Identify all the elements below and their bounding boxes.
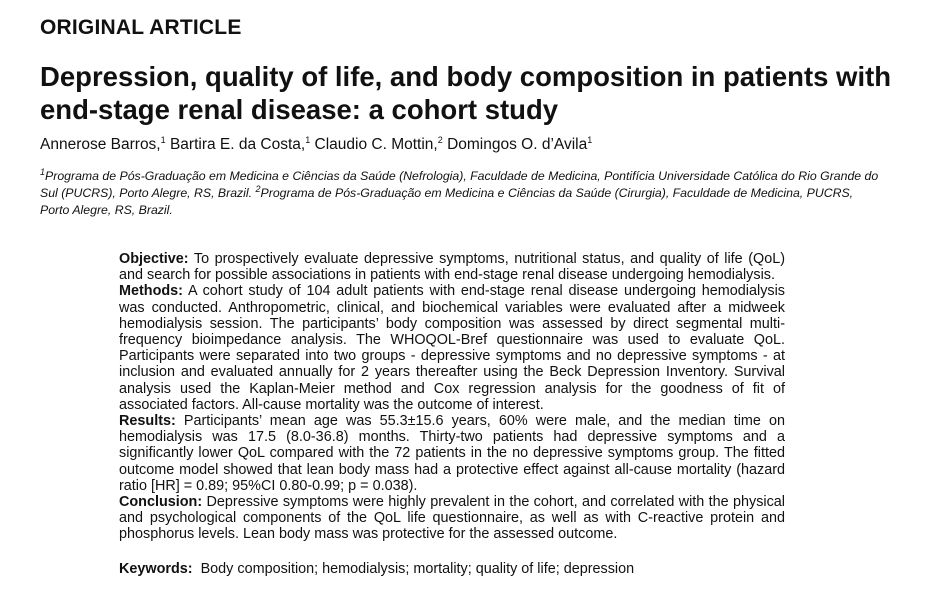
abstract	[119, 251, 785, 543]
author-name: Annerose Barros,	[40, 136, 161, 153]
article-title: Depression, quality of life, and body composition in patients with end-stage renal disease: a cohort study	[40, 61, 892, 125]
objective-text: To prospectively evaluate depressive symptoms, nutritional status, and quality of life (QoL) and search for possible associations in patients with end-stage renal disease undergoing hemodialysis.	[119, 251, 785, 284]
author-affiliation-marker: 2	[437, 134, 443, 145]
affiliation-marker: 2	[255, 183, 261, 194]
author-name: Bartira E. da Costa,	[169, 136, 306, 153]
section-label: ORIGINAL ARTICLE	[40, 16, 242, 39]
affiliations	[40, 168, 880, 219]
abstract-conclusion	[119, 494, 785, 543]
author-affiliation-marker: 1	[305, 134, 311, 145]
author-name: Domingos O. d’Avila	[447, 136, 588, 153]
author-affiliation-marker: 1	[587, 134, 593, 145]
abstract-results	[119, 413, 785, 494]
abstract-methods	[119, 283, 785, 413]
methods-label: Methods:	[119, 283, 183, 300]
affiliation-text: Programa de Pós-Graduação em Medicina e Ciências da Saúde (Nefrologia), Faculdade de Medicina, Pontifícia Universidade Católica do Rio Grande do Sul (PUCRS), Porto Alegre, RS, Brazil.	[40, 169, 879, 200]
conclusion-label: Conclusion:	[119, 494, 203, 511]
abstract-objective	[119, 251, 785, 283]
methods-text: A cohort study of 104 adult patients with end-stage renal disease undergoing hemodialysis was conducted. Anthropometric, clinical, and biochemical variables were evaluated after a midweek hemodialysis session. The participants’ body composition was assessed by direct segmental multi-frequency bioimpedance analysis. The WHOQOL-Bref questionnaire was used to evaluate QoL. Participants were separated into two groups - depressive symptoms and no depressive symptoms - at inclusion and evaluated annually for 2 years thereafter using the Beck Depression Inventory. Survival analysis used the Kaplan-Meier method and Cox regression analysis for the goodness of fit of associated factors. All-cause mortality was the outcome of interest.	[119, 283, 785, 413]
affiliation-text: Programa de Pós-Graduação em Medicina e Ciências da Saúde (Cirurgia), Faculdade de Medicina, PUCRS, Porto Alegre, RS, Brazil.	[40, 186, 854, 217]
author-list	[40, 136, 592, 154]
keywords-label: Keywords:	[119, 561, 193, 577]
keywords-text: Body composition; hemodialysis; mortality; quality of life; depression	[200, 561, 635, 577]
affiliation-marker: 1	[40, 166, 46, 177]
results-label: Results:	[119, 413, 176, 430]
results-text: Participants’ mean age was 55.3±15.6 years, 60% were male, and the median time on hemodialysis was 17.5 (8.0-36.8) months. Thirty-two patients had depressive symptoms and a significantly lower QoL compared with the 72 patients in the no depressive symptoms group. The fitted outcome model showed that lean body mass had a protective effect against all-cause mortality (hazard ratio [HR] = 0.89; 95%CI 0.80-0.99; p = 0.038).	[119, 413, 785, 494]
author-name: Claudio C. Mottin,	[314, 136, 438, 153]
conclusion-text: Depressive symptoms were highly prevalent in the cohort, and correlated with the physical and psychological components of the QoL life questionnaire, as well as with C-reactive protein and phosphorus levels. Lean body mass was protective for the assessed outcome.	[119, 494, 786, 543]
author-affiliation-marker: 1	[160, 134, 166, 145]
objective-label: Objective:	[119, 251, 189, 267]
keywords	[119, 560, 785, 578]
